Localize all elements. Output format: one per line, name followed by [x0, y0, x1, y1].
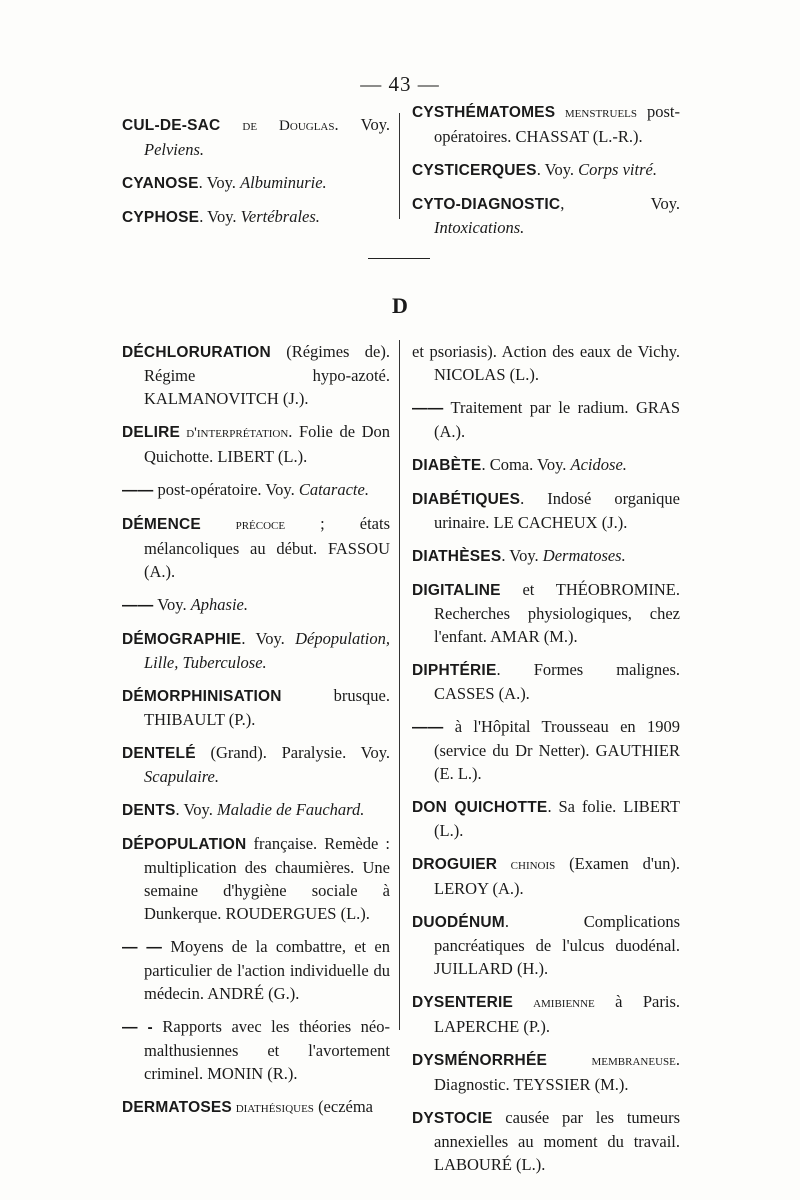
column-rule-top: [399, 113, 400, 219]
entry-head: DYSENTERIE: [412, 994, 514, 1011]
entry-text: . Coma. Voy.: [481, 455, 571, 474]
entry-sub: membraneuse: [547, 1053, 676, 1069]
index-entry: [122, 478, 390, 502]
entry-ref: Acidose.: [570, 455, 627, 474]
index-entry: [122, 1095, 390, 1120]
entry-head: CYSTICERQUES: [412, 162, 537, 179]
entry-head: DIPHTÉRIE: [412, 662, 497, 679]
index-entry: [122, 1015, 390, 1085]
entry-head: DIABÈTE: [412, 457, 482, 474]
entry-sub: menstruels: [555, 105, 638, 121]
index-entry: [122, 420, 390, 468]
entry-head: DELIRE: [122, 424, 181, 441]
index-entry: [412, 487, 680, 534]
entry-head: DYSMÉNORRHÉE: [412, 1052, 548, 1069]
entry-ref: Corps vitré.: [578, 160, 657, 179]
index-entry: [412, 795, 680, 842]
entry-text: causée par les tumeurs annexielles au moment du travail. LABOURÉ (L.).: [434, 1108, 680, 1174]
entry-ref: Pelviens.: [144, 140, 205, 159]
entry-head: DÉPOPULATION: [122, 836, 247, 853]
index-entry: [412, 396, 680, 443]
entry-ref: Dermatoses.: [542, 546, 626, 565]
entry-head: — —: [122, 939, 163, 956]
index-entry: [412, 340, 680, 386]
top-left-column: [122, 113, 390, 239]
index-entry: [412, 192, 680, 239]
entry-sub: de Douglas: [220, 118, 335, 134]
entry-head: DÉMORPHINISATION: [122, 688, 282, 705]
entry-text: Moyens de la combattre, et en particulier de l'action individuelle du médecin. ANDRÉ (G.).: [144, 937, 390, 1003]
entry-head: DUODÉNUM: [412, 914, 505, 931]
entry-text: (eczéma: [313, 1097, 374, 1116]
entry-text: Rapports avec les théories néo-malthusiennes et l'avortement criminel. MONIN (R.).: [144, 1017, 390, 1083]
index-entry: [122, 593, 390, 617]
entry-head: — -: [122, 1019, 153, 1036]
index-entry: [412, 1106, 680, 1176]
entry-sub: amibienne: [513, 995, 595, 1011]
entry-text: (Régimes de). Régime hypo-azoté. KALMANOVITCH (J.).: [144, 342, 390, 408]
entry-head: ——: [122, 597, 154, 614]
entry-ref: Intoxications.: [434, 218, 525, 237]
index-entry: [122, 113, 390, 161]
index-entry: [122, 832, 390, 925]
entry-head: DYSTOCIE: [412, 1110, 493, 1127]
entry-text: . Formes malignes. CASSES (A.).: [434, 660, 680, 703]
index-entry: [412, 100, 680, 148]
entry-ref: Aphasie.: [190, 595, 248, 614]
entry-text: . Folie de Don Quichotte. LIBERT (L.).: [144, 422, 390, 466]
entry-ref: Maladie de Fauchard.: [216, 800, 365, 819]
entry-sub: diathésiques: [231, 1100, 314, 1116]
entry-ref: Vertébrales.: [240, 207, 320, 226]
entry-text: et psoriasis). Action des eaux de Vichy. NICOLAS (L.).: [412, 342, 680, 384]
entry-text: (Grand). Paralysie. Voy.: [195, 743, 390, 762]
bottom-right-column: [412, 340, 680, 1186]
entry-text: Traitement par le radium. GRAS (A.).: [434, 398, 680, 441]
entry-head: DÉMOGRAPHIE: [122, 631, 242, 648]
entry-text: . Voy.: [241, 629, 296, 648]
index-entry: [122, 340, 390, 410]
entry-text: post-opératoires. CHASSAT (L.-R.).: [434, 102, 681, 146]
index-entry: [122, 512, 390, 583]
entry-text: brusque. THIBAULT (P.).: [144, 686, 390, 729]
entry-head: DROGUIER: [412, 856, 498, 873]
entry-text: , Voy.: [560, 194, 680, 213]
index-entry: [412, 990, 680, 1038]
entry-head: CUL-DE-SAC: [122, 117, 221, 134]
entry-head: ——: [122, 482, 154, 499]
entry-head: ——: [412, 719, 444, 736]
entry-text: post-opératoire. Voy.: [153, 480, 299, 499]
index-entry: [412, 910, 680, 980]
index-entry: [412, 658, 680, 705]
top-right-column: [412, 100, 680, 249]
entry-text: . Sa folie. LIBERT (L.).: [434, 797, 680, 840]
index-entry: [412, 1048, 680, 1096]
entry-head: DIGITALINE: [412, 582, 501, 599]
entry-text: . Complications pancréatiques de l'ulcus duodénal. JUILLARD (H.).: [434, 912, 680, 978]
bottom-left-column: [122, 340, 390, 1130]
entry-text: ; états mélancoliques au début. FASSOU (A.).: [144, 514, 391, 581]
entry-sub: d'interprétation: [180, 425, 289, 441]
section-divider: [368, 258, 430, 259]
entry-ref: Albuminurie.: [240, 173, 327, 192]
entry-text: . Voy.: [175, 800, 217, 819]
entry-text: et THÉOBROMINE. Recherches physiologiques, chez l'enfant. AMAR (M.).: [434, 580, 680, 646]
index-entry: [122, 798, 390, 822]
entry-head: DENTS: [122, 802, 176, 819]
entry-ref: Dépopulation, Lille, Tuberculose.: [144, 629, 390, 672]
page-number: — 43 —: [360, 72, 440, 96]
entry-head: DÉCHLORURATION: [122, 344, 271, 361]
entry-text: . Voy.: [198, 173, 241, 192]
entry-text: . Voy.: [334, 115, 390, 134]
entry-text: . Voy.: [501, 546, 543, 565]
entry-head: DÉMENCE: [122, 516, 201, 533]
entry-text: française. Remède : multiplication des chaumières. Une semaine d'hygiène sociale à Dunkerque. ROUDERGUES (L.).: [144, 834, 390, 923]
index-entry: [122, 205, 390, 229]
entry-text: . Voy.: [536, 160, 579, 179]
entry-head: CYANOSE: [122, 175, 199, 192]
entry-sub: précoce: [200, 517, 286, 533]
entry-text: . Diagnostic. TEYSSIER (M.).: [434, 1050, 680, 1094]
index-entry: [412, 158, 680, 182]
entry-head: DIABÉTIQUES: [412, 491, 521, 508]
entry-text: . Indosé organique urinaire. LE CACHEUX (J.).: [434, 489, 680, 532]
index-entry: [412, 852, 680, 900]
entry-head: DIATHÈSES: [412, 548, 502, 565]
index-entry: [122, 684, 390, 731]
index-entry: [122, 171, 390, 195]
entry-head: CYPHOSE: [122, 209, 200, 226]
entry-text: à l'Hôpital Trousseau en 1909 (service du Dr Netter). GAUTHIER (E. L.).: [434, 717, 680, 783]
entry-text: (Examen d'un). LEROY (A.).: [434, 854, 680, 898]
entry-text: Voy.: [153, 595, 191, 614]
entry-head: ——: [412, 400, 444, 417]
entry-ref: Scapulaire.: [144, 767, 219, 786]
index-entry: [412, 544, 680, 568]
entry-head: CYTO-DIAGNOSTIC: [412, 196, 561, 213]
index-entry: [412, 715, 680, 785]
entry-text: . Voy.: [199, 207, 241, 226]
index-entry: [412, 578, 680, 648]
entry-head: CYSTHÉMATOMES: [412, 104, 556, 121]
entry-sub: chinois: [497, 857, 556, 873]
column-rule-bottom: [399, 340, 400, 1030]
entry-head: DON QUICHOTTE: [412, 799, 548, 816]
index-entry: [122, 935, 390, 1005]
entry-ref: Cataracte.: [298, 480, 369, 499]
entry-head: DENTELÉ: [122, 745, 196, 762]
index-entry: [122, 627, 390, 674]
section-letter: D: [392, 293, 408, 318]
index-entry: [412, 453, 680, 477]
entry-head: DERMATOSES: [122, 1099, 232, 1116]
entry-text: à Paris. LAPERCHE (P.).: [434, 992, 681, 1036]
index-entry: [122, 741, 390, 788]
